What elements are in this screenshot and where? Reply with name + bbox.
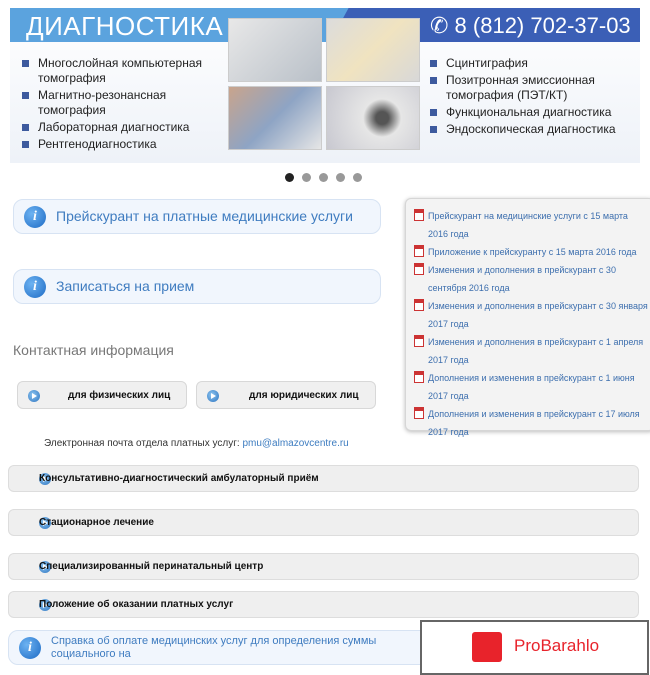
document-link[interactable]: Прейскурант на медицинские услуги с 15 марта 2016 года bbox=[414, 207, 650, 243]
watermark-overlay bbox=[420, 620, 649, 675]
accordion-label: Положение об оказании платных услуг bbox=[39, 599, 234, 610]
phone-icon: ✆ bbox=[430, 13, 455, 38]
list-item: Позитронная эмиссионная томография (ПЭТ/КТ) bbox=[428, 73, 638, 103]
banner-right-list bbox=[428, 56, 638, 139]
probarahlo-logo-icon bbox=[472, 632, 502, 662]
pdf-icon bbox=[414, 407, 424, 419]
play-icon bbox=[207, 390, 219, 402]
slide-dot[interactable] bbox=[353, 173, 362, 182]
price-list-link[interactable] bbox=[13, 199, 381, 234]
pdf-icon bbox=[414, 245, 424, 257]
legal-entities-button[interactable] bbox=[196, 381, 376, 409]
list-item: Функциональная диагностика bbox=[428, 105, 638, 120]
document-link[interactable]: Изменения и дополнения в прейскурант с 30 сентября 2016 года bbox=[414, 261, 650, 297]
accordion-inpatient[interactable] bbox=[8, 509, 639, 536]
accordion-label: Консультативно-диагностический амбулаторный приём bbox=[39, 473, 319, 484]
list-item: Многослойная компьютерная томография bbox=[20, 56, 220, 86]
info-icon: i bbox=[24, 206, 46, 228]
watermark-text: ProBarahlo bbox=[514, 636, 600, 655]
accordion-label: Специализированный перинатальный центр bbox=[39, 561, 264, 572]
document-link[interactable]: Приложение к прейскуранту с 15 марта 2016 года bbox=[414, 243, 650, 261]
slide-dot[interactable] bbox=[319, 173, 328, 182]
email-link[interactable]: pmu@almazovcentre.ru bbox=[242, 438, 349, 449]
photo-ct bbox=[326, 86, 420, 150]
slide-dot[interactable] bbox=[302, 173, 311, 182]
accordion-regulations[interactable] bbox=[8, 591, 639, 618]
accordion-label: Стационарное лечение bbox=[39, 517, 154, 528]
info-icon: i bbox=[19, 637, 41, 659]
photo-microscope bbox=[326, 18, 420, 82]
contact-heading: Контактная информация bbox=[13, 342, 174, 358]
pdf-icon bbox=[414, 209, 424, 221]
document-link[interactable]: Изменения и дополнения в прейскурант с 1 апреля 2017 года bbox=[414, 333, 650, 369]
email-line bbox=[44, 438, 349, 449]
accordion-outpatient[interactable] bbox=[8, 465, 639, 492]
info-label: Записаться на прием bbox=[56, 278, 195, 294]
appointment-link[interactable] bbox=[13, 269, 381, 304]
banner-slider[interactable] bbox=[10, 8, 640, 163]
list-item: Эндоскопическая диагностика bbox=[428, 122, 638, 137]
pdf-icon bbox=[414, 299, 424, 311]
banner-title: ДИАГНОСТИКА bbox=[26, 11, 224, 41]
document-link[interactable]: Изменения и дополнения в прейскурант с 30 января 2017 года bbox=[414, 297, 650, 333]
pdf-icon bbox=[414, 335, 424, 347]
list-item: Сцинтиграфия bbox=[428, 56, 638, 71]
info-label: Прейскурант на платные медицинские услуги bbox=[56, 208, 353, 224]
banner-phone bbox=[430, 13, 631, 39]
accordion-perinatal[interactable] bbox=[8, 553, 639, 580]
info-label: Справка об оплате медицинских услуг для определения суммы социального на bbox=[51, 635, 377, 660]
pdf-icon bbox=[414, 263, 424, 275]
info-icon: i bbox=[24, 276, 46, 298]
play-icon bbox=[28, 390, 40, 402]
document-link[interactable]: Дополнения и изменения в прейскурант с 17 июля 2017 года bbox=[414, 405, 650, 441]
photo-scanner bbox=[228, 18, 322, 82]
photo-ultrasound bbox=[228, 86, 322, 150]
slide-dot-active[interactable] bbox=[285, 173, 294, 182]
list-item: Магнитно-резонансная томография bbox=[20, 88, 220, 118]
list-item: Лабораторная диагностика bbox=[20, 120, 220, 135]
slide-dot[interactable] bbox=[336, 173, 345, 182]
document-link[interactable]: Дополнения и изменения в прейскурант с 1 июня 2017 года bbox=[414, 369, 650, 405]
phone-number: 8 (812) 702-37-03 bbox=[454, 13, 631, 38]
pdf-icon bbox=[414, 371, 424, 383]
list-item: Рентгенодиагностика bbox=[20, 137, 220, 152]
button-label: для физических лиц bbox=[68, 390, 171, 401]
banner-left-list bbox=[20, 56, 220, 154]
email-label: Электронная почта отдела платных услуг: bbox=[44, 438, 240, 449]
documents-panel bbox=[405, 198, 650, 437]
button-label: для юридических лиц bbox=[249, 390, 359, 401]
individuals-button[interactable] bbox=[17, 381, 187, 409]
